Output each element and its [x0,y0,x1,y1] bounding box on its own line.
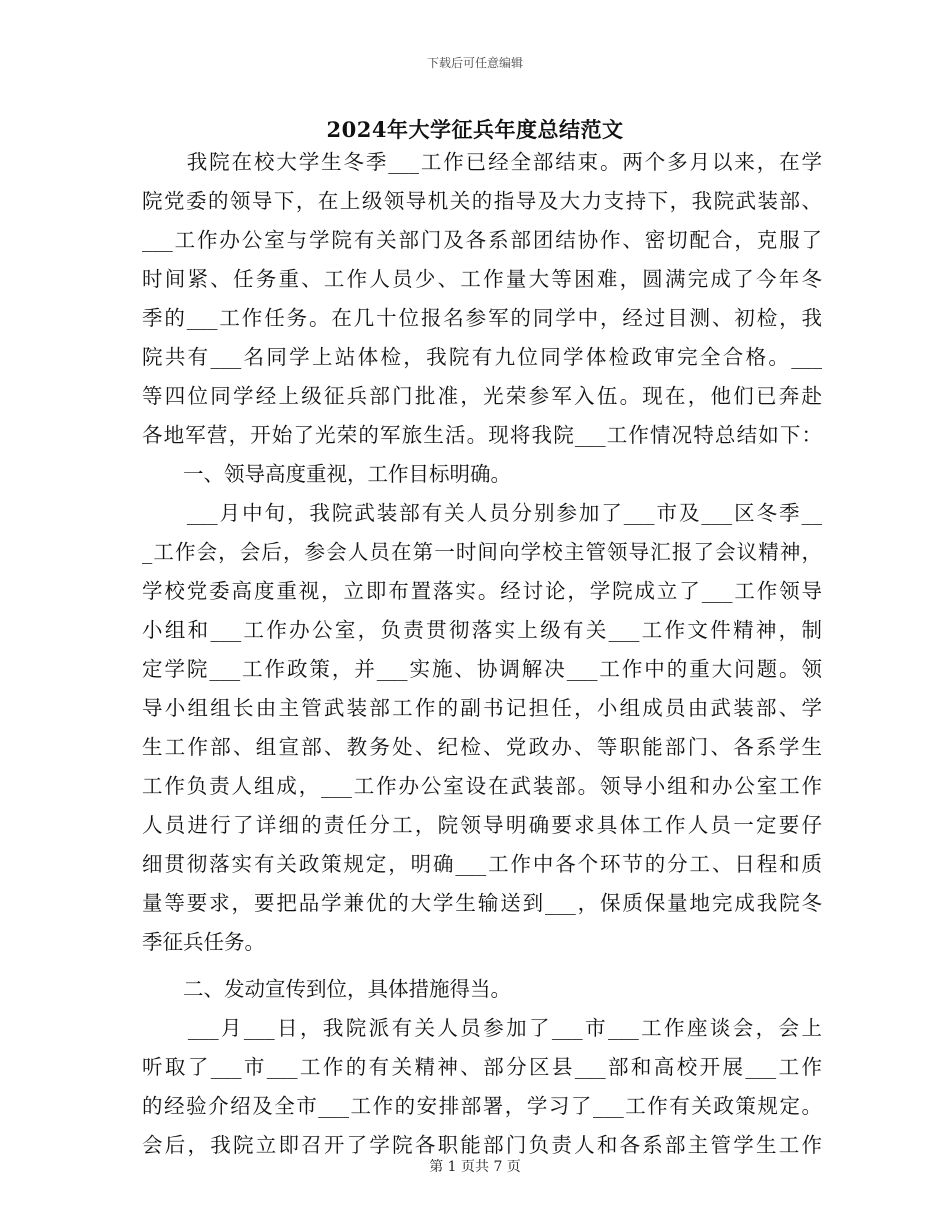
body-line: 学校党委高度重视，立即布置落实。经讨论，学院成立了___工作领导 [142,579,822,603]
document-title: 2024年大学征兵年度总结范文 [326,117,624,142]
body-line: 小组和___工作办公室，负责贯彻落实上级有关___工作文件精神，制 [142,618,822,642]
body-line: 定学院___工作政策，并___实施、协调解决___工作中的重大问题。领 [142,657,822,681]
page-header: 下载后可任意编辑 [426,56,523,70]
body-line: 的经验介绍及全市___工作的安排部署，学习了___工作有关政策规定。 [142,1094,822,1118]
body-line: 细贯彻落实有关政策规定，明确___工作中各个环节的分工、日程和质 [142,852,822,876]
body-line: 人员进行了详细的责任分工，院领导明确要求具体工作人员一定要仔 [142,813,822,837]
section-heading-2: 二、发动宣传到位，具体措施得当。 [142,977,511,1001]
body-line: 生工作部、组宣部、教务处、纪检、党政办、等职能部门、各系学生 [142,735,822,759]
body-line: 时间紧、任务重、工作人员少、工作量大等困难，圆满完成了今年冬 [142,267,822,291]
body-line: 工作负责人组成，___工作办公室设在武装部。领导小组和办公室工作 [142,774,822,798]
body-line: ___月中旬，我院武装部有关人员分别参加了___市及___区冬季__ [142,501,822,525]
body-line: 等四位同学经上级征兵部门批准，光荣参军入伍。现在，他们已奔赴 [142,384,822,408]
body-line: 季征兵任务。 [142,930,265,954]
body-line: 院党委的领导下，在上级领导机关的指导及大力支持下，我院武装部、 [142,189,822,213]
section-heading-1: 一、领导高度重视，工作目标明确。 [142,462,511,486]
body-line: ___月___日，我院派有关人员参加了___市___工作座谈会，会上 [142,1016,822,1040]
body-line: ___工作办公室与学院有关部门及各系部团结协作、密切配合，克服了 [142,228,822,252]
body-line: 院共有___名同学上站体检，我院有九位同学体检政审完全合格。___ [142,345,822,369]
body-line: 听取了___市___工作的有关精神、部分区县___部和高校开展___工作 [142,1055,822,1079]
body-line: _工作会，会后，参会人员在第一时间向学校主管领导汇报了会议精神， [142,540,822,564]
document-body [142,143,822,1165]
body-line: 季的___工作任务。在几十位报名参军的同学中，经过目测、初检，我 [142,306,822,330]
page-footer: 第 1 页共 7 页 [429,1159,521,1175]
body-line: 各地军营，开始了光荣的军旅生活。现将我院___工作情况特总结如下： [142,423,822,447]
body-line: 量等要求，要把品学兼优的大学生输送到___，保质保量地完成我院冬 [142,891,822,915]
body-line: 导小组组长由主管武装部工作的副书记担任，小组成员由武装部、学 [142,696,822,720]
body-line: 会后，我院立即召开了学院各职能部门负责人和各系部主管学生工作 [142,1133,822,1157]
body-line: 我院在校大学生冬季___工作已经全部结束。两个多月以来，在学 [142,150,822,174]
